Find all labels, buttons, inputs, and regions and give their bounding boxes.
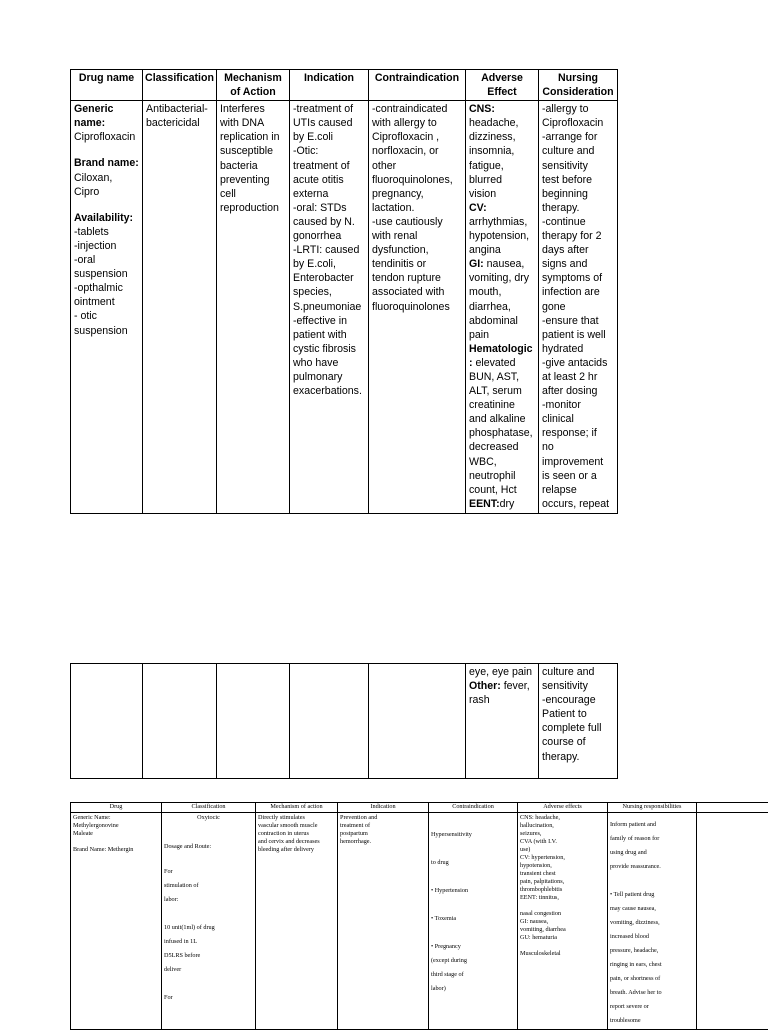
brand-name-list: [74, 171, 139, 199]
text-line: vomiting, dizziness,: [610, 916, 694, 930]
text-line: contraction in uterus: [258, 830, 335, 838]
text-line: [610, 874, 694, 888]
text-line: rash: [469, 693, 535, 707]
text-line: suspension: [74, 267, 139, 281]
adverse-effect-cell: [466, 664, 539, 779]
text-line: • Hypertension: [431, 884, 515, 898]
text-line: exacerbations.: [293, 384, 365, 398]
text-line: gonorrhea: [293, 229, 365, 243]
text-line: D5LRS before: [164, 949, 253, 963]
text-line: CNS: headache,: [520, 814, 605, 822]
text-line: [431, 870, 515, 884]
text-line: WBC,: [469, 455, 535, 469]
text-line: preventing: [220, 173, 286, 187]
text-line: Prevention and: [340, 814, 426, 822]
text-line: GI: nausea,: [520, 918, 605, 926]
text-line: sensitivity: [542, 159, 614, 173]
text-line: -tablets: [74, 225, 139, 239]
text-line: gone: [542, 300, 614, 314]
text-line: phosphatase,: [469, 426, 535, 440]
indication-cell: [338, 813, 429, 1030]
text-line: dizziness,: [469, 130, 535, 144]
text-line: no: [542, 440, 614, 454]
text-line: fluoroquinolones: [372, 300, 462, 314]
empty-cell: [71, 664, 143, 779]
text-line: decreased: [469, 440, 535, 454]
text-line: susceptible: [220, 144, 286, 158]
table-row: [71, 664, 618, 779]
text-line: • Pregnancy: [431, 940, 515, 954]
text-line: [164, 977, 253, 991]
text-line: CVA (with I.V.: [520, 838, 605, 846]
text-line: vision: [469, 187, 535, 201]
text-line: -injection: [74, 239, 139, 253]
indication-cell: [290, 101, 369, 514]
empty-cell: [143, 664, 217, 779]
text-line: signs and: [542, 257, 614, 271]
header-drug: Drug: [71, 803, 162, 813]
nursing-consideration-cell: [539, 664, 618, 779]
text-line: CV:: [469, 201, 535, 215]
text-line: hypotension,: [520, 862, 605, 870]
text-line: UTIs caused: [293, 116, 365, 130]
text-line: EENT: tinnitus,: [520, 894, 605, 902]
text-line: improvement: [542, 455, 614, 469]
text-line: transient chest: [520, 870, 605, 878]
empty-cell: [290, 664, 369, 779]
drug-cell: [71, 813, 162, 1030]
text-line: tendon rupture: [372, 271, 462, 285]
header-extra: [697, 803, 768, 813]
text-line: other: [372, 159, 462, 173]
text-line: course of: [542, 735, 614, 749]
text-line: using drug and: [610, 846, 694, 860]
text-line: ALT, serum: [469, 384, 535, 398]
header-indication: Indication: [338, 803, 429, 813]
text-line: symptoms of: [542, 271, 614, 285]
text-line: by E.coli,: [293, 257, 365, 271]
text-line: vomiting, diarrhea: [520, 926, 605, 934]
text-line: vascular smooth muscle: [258, 822, 335, 830]
text-line: -treatment of: [293, 102, 365, 116]
text-line: fluoroquinolones,: [372, 173, 462, 187]
text-line: [520, 902, 605, 910]
text-line: -oral: STDs: [293, 201, 365, 215]
text-line: 10 unit(1ml) of drug: [164, 921, 253, 935]
text-line: [431, 898, 515, 912]
text-line: stimulation of: [164, 879, 253, 893]
text-line: mouth,: [469, 285, 535, 299]
header-mechanism: Mechanism of action: [256, 803, 338, 813]
text-line: clinical: [542, 412, 614, 426]
text-line: provide reassurance.: [610, 860, 694, 874]
empty-cell: [369, 664, 466, 779]
text-line: [520, 942, 605, 950]
text-line: -contraindicated: [372, 102, 462, 116]
text-line: by E.coli: [293, 130, 365, 144]
dosage-label: Dosage and Route:: [164, 843, 253, 851]
text-line: infection are: [542, 285, 614, 299]
text-line: blurred: [469, 173, 535, 187]
text-line: Musculoskeletal: [520, 950, 605, 958]
text-line: seizures,: [520, 830, 605, 838]
header-contraindication: Contraindication: [429, 803, 518, 813]
text-line: ringing in ears, chest: [610, 958, 694, 972]
text-line: hallucination,: [520, 822, 605, 830]
methylergonovine-drug-table: [70, 802, 768, 1030]
text-line: beginning: [542, 187, 614, 201]
text-line: creatinine: [469, 398, 535, 412]
text-line: treatment of: [340, 822, 426, 830]
drug-name-cell: [71, 101, 143, 514]
text-line: -give antacids: [542, 356, 614, 370]
text-line: For: [164, 865, 253, 879]
text-line: bactericidal: [146, 116, 213, 130]
header-mechanism: Mechanism of Action: [217, 70, 290, 101]
text-line: Methylergonovine: [73, 822, 159, 830]
text-line: pain: [469, 328, 535, 342]
text-line: suspension: [74, 324, 139, 338]
text-line: -monitor: [542, 398, 614, 412]
header-adverse-effects: Adverse effects: [518, 803, 608, 813]
text-line: who have: [293, 356, 365, 370]
text-line: pulmonary: [293, 370, 365, 384]
text-line: -arrange for: [542, 130, 614, 144]
generic-name-value: Ciprofloxacin: [74, 131, 135, 143]
empty-cell: [217, 664, 290, 779]
text-line: labor:: [164, 893, 253, 907]
text-line: test before: [542, 173, 614, 187]
text-line: arrhythmias,: [469, 215, 535, 229]
mechanism-cell: [217, 101, 290, 514]
text-line: -Otic:: [293, 144, 365, 158]
text-line: S.pneumoniae: [293, 300, 365, 314]
brand-name-label: Brand name:: [74, 157, 139, 169]
text-line: Interferes: [220, 102, 286, 116]
text-line: sensitivity: [542, 679, 614, 693]
text-line: and alkaline: [469, 412, 535, 426]
text-line: is seen or a: [542, 469, 614, 483]
text-line: fatigue,: [469, 159, 535, 173]
classification-value: Oxytocic: [164, 814, 253, 822]
text-line: hemorrhage.: [340, 838, 426, 846]
text-line: after dosing: [542, 384, 614, 398]
text-line: -use cautiously: [372, 215, 462, 229]
text-line: response; if: [542, 426, 614, 440]
text-line: may cause nausea,: [610, 902, 694, 916]
text-line: eye, eye pain: [469, 665, 535, 679]
text-line: Hematologic: [469, 342, 535, 356]
text-line: dysfunction,: [372, 243, 462, 257]
text-line: culture and: [542, 665, 614, 679]
text-line: postpartum: [340, 830, 426, 838]
text-line: species,: [293, 285, 365, 299]
text-line: count, Hct: [469, 483, 535, 497]
text-line: pressure, headache,: [610, 944, 694, 958]
text-line: reproduction: [220, 201, 286, 215]
text-line: For: [164, 991, 253, 1005]
text-line: insomnia,: [469, 144, 535, 158]
nursing-list: [610, 818, 694, 1028]
text-line: caused by N.: [293, 215, 365, 229]
nursing-consideration-cell: [539, 101, 618, 514]
header-adverse-effect: Adverse Effect: [466, 70, 539, 101]
text-line: -opthalmic: [74, 281, 139, 295]
text-line: therapy for 2: [542, 229, 614, 243]
text-line: Ciprofloxacin: [542, 116, 614, 130]
text-line: -LRTI: caused: [293, 243, 365, 257]
text-line: Maleate: [73, 830, 159, 838]
header-indication: Indication: [290, 70, 369, 101]
text-line: third stage of: [431, 968, 515, 982]
text-line: BUN, AST,: [469, 370, 535, 384]
text-line: occurs, repeat: [542, 497, 614, 511]
mechanism-cell: [256, 813, 338, 1030]
generic-name-label: Generic name:: [74, 103, 113, 129]
header-classification: Classification: [162, 803, 256, 813]
text-line: infused in 1L: [164, 935, 253, 949]
text-line: Other: fever,: [469, 679, 535, 693]
classification-cell: [143, 101, 217, 514]
text-line: [73, 838, 159, 846]
text-line: Ciloxan,: [74, 171, 139, 185]
text-line: Generic Name:: [73, 814, 159, 822]
text-line: thrombophlebitis: [520, 886, 605, 894]
text-line: [164, 907, 253, 921]
text-line: • Tell patient drug: [610, 888, 694, 902]
table-row: [71, 813, 768, 1030]
text-line: report severe or: [610, 1000, 694, 1014]
text-line: hypotension,: [469, 229, 535, 243]
text-line: with allergy to: [372, 116, 462, 130]
empty-cell: [697, 813, 768, 1030]
text-line: cell: [220, 187, 286, 201]
contraindication-list: [431, 828, 515, 996]
text-line: therapy.: [542, 750, 614, 764]
text-line: patient with: [293, 328, 365, 342]
text-line: CV: hypertension,: [520, 854, 605, 862]
text-line: -effective in: [293, 314, 365, 328]
text-line: pain, or shortness of: [610, 972, 694, 986]
text-line: CNS:: [469, 102, 535, 116]
text-line: replication in: [220, 130, 286, 144]
availability-label: Availability:: [74, 212, 133, 224]
contraindication-cell: [369, 101, 466, 514]
text-line: pain, palpitations,: [520, 878, 605, 886]
text-line: Directly stimulates: [258, 814, 335, 822]
nursing-responsibilities-cell: [608, 813, 697, 1030]
text-line: relapse: [542, 483, 614, 497]
text-line: cystic fibrosis: [293, 342, 365, 356]
text-line: bacteria: [220, 159, 286, 173]
text-line: : elevated: [469, 356, 535, 370]
text-line: breath. Advise her to: [610, 986, 694, 1000]
adverse-effect-cell: [466, 101, 539, 514]
text-line: [431, 842, 515, 856]
header-nursing-consideration: Nursing Consideration: [539, 70, 618, 101]
text-line: Hypersensitivity: [431, 828, 515, 842]
text-line: treatment of: [293, 159, 365, 173]
text-line: bleeding after delivery: [258, 846, 335, 854]
text-line: headache,: [469, 116, 535, 130]
text-line: Inform patient and: [610, 818, 694, 832]
text-line: family of reason for: [610, 832, 694, 846]
text-line: lactation.: [372, 201, 462, 215]
text-line: with DNA: [220, 116, 286, 130]
text-line: - otic: [74, 309, 139, 323]
text-line: increased blood: [610, 930, 694, 944]
text-line: (except during: [431, 954, 515, 968]
text-line: ointment: [74, 295, 139, 309]
text-line: Patient to: [542, 707, 614, 721]
contraindication-cell: [429, 813, 518, 1030]
text-line: to drug: [431, 856, 515, 870]
table-row: [71, 101, 618, 514]
text-line: with renal: [372, 229, 462, 243]
text-line: troublesome: [610, 1014, 694, 1028]
text-line: acute otitis: [293, 173, 365, 187]
dosage-list: [164, 865, 253, 1005]
text-line: diarrhea,: [469, 300, 535, 314]
header-contraindication: Contraindication: [369, 70, 466, 101]
text-line: deliver: [164, 963, 253, 977]
text-line: abdominal: [469, 314, 535, 328]
text-line: tendinitis or: [372, 257, 462, 271]
text-line: -ensure that: [542, 314, 614, 328]
text-line: Antibacterial-: [146, 102, 213, 116]
text-line: labor): [431, 982, 515, 996]
text-line: nasal congestion: [520, 910, 605, 918]
text-line: EENT:dry: [469, 497, 535, 511]
text-line: -allergy to: [542, 102, 614, 116]
text-line: associated with: [372, 285, 462, 299]
text-line: use): [520, 846, 605, 854]
availability-list: [74, 225, 139, 338]
text-line: -oral: [74, 253, 139, 267]
text-line: pregnancy,: [372, 187, 462, 201]
table-header-row: [71, 803, 768, 813]
text-line: therapy.: [542, 201, 614, 215]
table-header-row: [71, 70, 618, 101]
text-line: GU: hematuria: [520, 934, 605, 942]
header-nursing-responsibilities: Nursing responsibilities: [608, 803, 697, 813]
text-line: neutrophil: [469, 469, 535, 483]
text-line: • Toxemia: [431, 912, 515, 926]
text-line: patient is well: [542, 328, 614, 342]
text-line: -encourage: [542, 693, 614, 707]
classification-cell: [162, 813, 256, 1030]
ciprofloxacin-continuation-table: [70, 663, 618, 779]
header-drug-name: Drug name: [71, 70, 143, 101]
header-classification: Classification: [143, 70, 217, 101]
text-line: culture and: [542, 144, 614, 158]
text-line: at least 2 hr: [542, 370, 614, 384]
text-line: Cipro: [74, 185, 139, 199]
text-line: angina: [469, 243, 535, 257]
text-line: and cervix and decreases: [258, 838, 335, 846]
text-line: Brand Name: Methergin: [73, 846, 159, 854]
adverse-effects-cell: [518, 813, 608, 1030]
text-line: Ciprofloxacin ,: [372, 130, 462, 144]
text-line: vomiting, dry: [469, 271, 535, 285]
text-line: Enterobacter: [293, 271, 365, 285]
text-line: norfloxacin, or: [372, 144, 462, 158]
text-line: externa: [293, 187, 365, 201]
text-line: hydrated: [542, 342, 614, 356]
text-line: complete full: [542, 721, 614, 735]
text-line: GI: nausea,: [469, 257, 535, 271]
ciprofloxacin-drug-table: [70, 69, 618, 514]
text-line: -continue: [542, 215, 614, 229]
text-line: [431, 926, 515, 940]
text-line: days after: [542, 243, 614, 257]
